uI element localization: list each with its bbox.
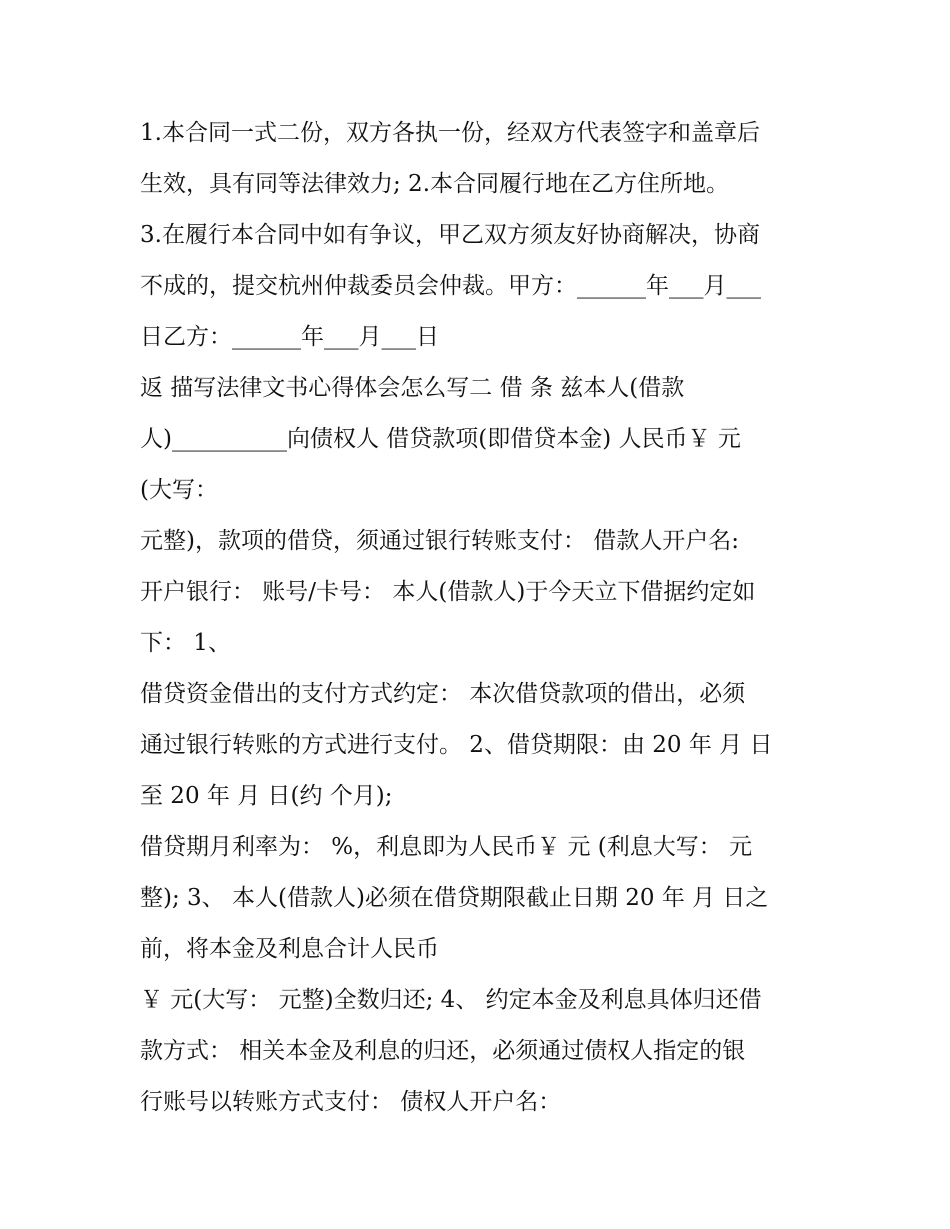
text-line: 下： 1、 [140,630,231,656]
text-line: 行账号以转账方式支付： 债权人开户名： [140,1089,562,1115]
text-line: 开户银行： 账号/卡号： 本人(借款人)于今天立下借据约定如 [140,579,756,605]
text-line: 款方式： 相关本金及利息的归还，必须通过债权人指定的银 [140,1038,746,1064]
text-line: 元整)，款项的借贷，须通过银行转账支付： 借款人开户名: [140,528,740,554]
text-line: 返 描写法律文书心得体会怎么写二 借 条 兹本人(借款 [140,375,685,401]
text-line: 前，将本金及利息合计人民币 [140,936,439,962]
text-line: 通过银行转账的方式进行支付。 2、借贷期限：由 20 年 月 日 [140,732,773,758]
text-line: ￥ 元(大写： 元整)全数归还; 4、 约定本金及利息具体归还借 [140,987,762,1013]
text-line: 借贷资金借出的支付方式约定： 本次借贷款项的借出，必须 [140,681,746,707]
text-line: (大写： [140,477,218,503]
text-line: 借贷期月利率为： %，利息即为人民币￥ 元 (利息大写： 元 [140,834,753,860]
text-line: 整); 3、 本人(借款人)必须在借贷期限截止日期 20 年 月 日之 [140,885,769,911]
text-line: 不成的，提交杭州仲裁委员会仲裁。甲方：______年___月___ [140,273,761,299]
text-line: 日乙方：______年___月___日 [140,324,439,350]
text-line: 生效，具有同等法律效力; 2.本合同履行地在乙方住所地。 [140,171,730,197]
text-line: 人)__________向债权人 借贷款项(即借贷本金) 人民币￥ 元 [140,426,741,452]
text-line: 至 20 年 月 日(约 个月); [140,783,393,809]
contract-text-block [140,108,830,1128]
text-line: 3.在履行本合同中如有争议，甲乙双方须友好协商解决，协商 [140,222,760,248]
text-line: 1.本合同一式二份，双方各执一份，经双方代表签字和盖章后 [140,120,760,146]
